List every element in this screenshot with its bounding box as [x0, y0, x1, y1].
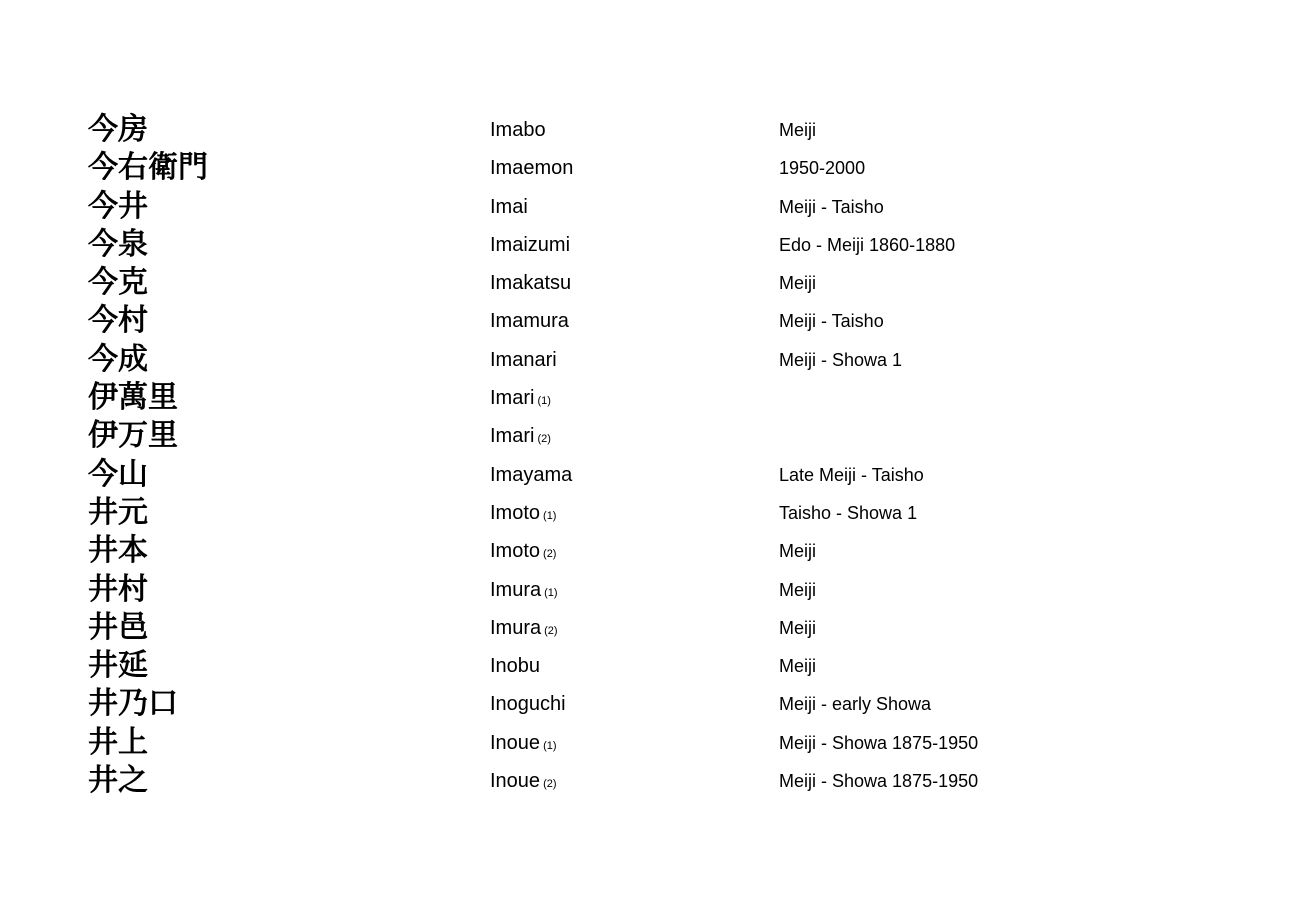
list-item [88, 417, 1188, 455]
kanji-mark: 井本 [88, 533, 148, 569]
kanji-mark: 今井 [88, 188, 148, 224]
list-item [88, 264, 1188, 302]
era-period: Meiji [779, 617, 817, 638]
romaji-name [490, 267, 574, 302]
romaji-name [490, 612, 558, 647]
list-item [88, 685, 1188, 723]
kanji-mark: 井邑 [88, 609, 148, 645]
era-period: Edo - Meiji 1860-1880 [779, 234, 956, 255]
list-item [88, 647, 1188, 685]
romaji-text: Inoue [490, 770, 541, 793]
romaji-name [490, 191, 531, 226]
romaji-text: Inobu [490, 655, 541, 678]
era-period: Meiji [779, 656, 817, 677]
kanji-mark: 井上 [88, 724, 148, 760]
list-item [88, 571, 1188, 609]
variant-number: (2) [544, 624, 558, 637]
era-period: Late Meiji - Taisho [779, 464, 924, 485]
romaji-text: Imanari [490, 348, 557, 371]
romaji-text: Imabo [490, 119, 546, 141]
kanji-mark: 今成 [88, 341, 148, 377]
kanji-mark: 井之 [88, 763, 148, 799]
era-period: Meiji [779, 579, 817, 600]
list-item [88, 341, 1188, 379]
list-item [88, 302, 1188, 340]
romaji-text: Inoue [490, 731, 541, 754]
kanji-mark: 井延 [88, 648, 148, 684]
era-period: Meiji - Showa 1 [779, 349, 903, 370]
kanji-mark: 伊萬里 [88, 380, 178, 416]
romaji-text: Imura [490, 578, 542, 601]
era-period: 1950-2000 [779, 158, 866, 179]
era-period: Meiji - early Showa [779, 694, 932, 715]
list-item [88, 379, 1188, 417]
variant-number: (1) [543, 509, 557, 522]
era-period: Meiji - Taisho [779, 311, 884, 332]
romaji-text: Imoto [490, 540, 541, 563]
romaji-name [490, 344, 560, 379]
romaji-text: Imari [490, 387, 535, 410]
list-item [88, 226, 1188, 264]
kanji-mark: 今村 [88, 303, 148, 339]
romaji-name [490, 420, 551, 455]
kanji-mark: 今泉 [88, 226, 148, 262]
kanji-mark: 井村 [88, 571, 148, 607]
list-item [88, 456, 1188, 494]
era-period: Taisho - Showa 1 [779, 502, 918, 523]
romaji-name [490, 497, 556, 532]
romaji-text: Imamura [490, 310, 569, 333]
kanji-mark: 今房 [88, 112, 148, 147]
variant-number: (1) [543, 739, 557, 752]
romaji-name [490, 229, 573, 264]
romaji-name [490, 574, 558, 609]
list-item [88, 532, 1188, 570]
kanji-mark: 井元 [88, 494, 148, 530]
romaji-name [490, 727, 557, 762]
list-item [88, 494, 1188, 532]
romaji-name [490, 459, 575, 494]
romaji-name [490, 305, 572, 340]
era-period: Meiji - Taisho [779, 196, 884, 217]
romaji-text: Imaizumi [490, 233, 571, 256]
romaji-name [490, 765, 557, 800]
kanji-mark: 井乃口 [88, 686, 178, 722]
kanji-mark: 今山 [88, 456, 148, 492]
list-item [88, 609, 1188, 647]
list-item [88, 149, 1188, 187]
romaji-name [490, 382, 551, 417]
era-period: Meiji - Showa 1875-1950 [779, 771, 979, 792]
romaji-name [490, 535, 556, 570]
romaji-text: Imari [490, 425, 535, 448]
kanji-mark: 今克 [88, 265, 148, 301]
romaji-text: Imaemon [490, 157, 574, 180]
variant-number: (2) [537, 433, 551, 446]
era-period: Meiji [779, 120, 817, 140]
romaji-text: Inoguchi [490, 693, 566, 716]
kanji-mark: 伊万里 [88, 418, 178, 454]
era-period: Meiji [779, 273, 817, 294]
variant-number: (2) [543, 778, 557, 791]
romaji-text: Imura [490, 616, 542, 639]
romaji-text: Imayama [490, 463, 573, 486]
kanji-mark: 今右衛門 [88, 150, 208, 186]
list-item [88, 762, 1188, 800]
romaji-name [490, 152, 576, 187]
romaji-text: Imoto [490, 501, 541, 524]
romaji-name [490, 688, 569, 723]
list-item [88, 188, 1188, 226]
romaji-name [490, 114, 549, 149]
romaji-text: Imakatsu [490, 272, 572, 295]
variant-number: (1) [544, 586, 558, 599]
variant-number: (2) [543, 548, 557, 561]
variant-number: (1) [537, 395, 551, 408]
romaji-name [490, 650, 543, 685]
list-item [88, 111, 1188, 149]
era-period: Meiji [779, 541, 817, 562]
romaji-text: Imai [490, 195, 528, 218]
list-item [88, 724, 1188, 762]
mark-list [88, 111, 1188, 800]
era-period: Meiji - Showa 1875-1950 [779, 732, 979, 753]
